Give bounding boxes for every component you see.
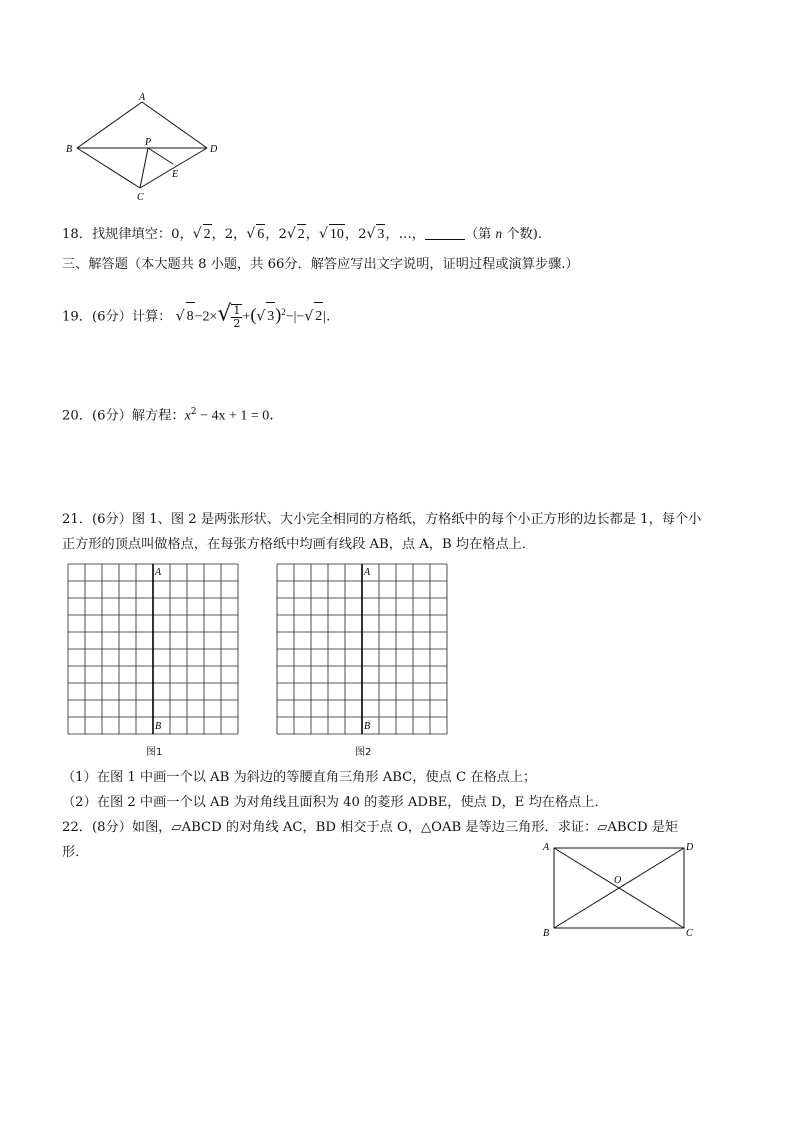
label-A: A <box>139 92 146 103</box>
edge-AB <box>77 102 142 148</box>
label-E: E <box>172 169 179 180</box>
question-22-line1: 22．(8分）如图，▱ABCD 的对角线 AC，BD 相交于点 O，△OAB 是等边三角形．求证：▱ABCD 是矩 <box>62 820 679 835</box>
label-A: A <box>155 567 162 578</box>
label-C: C <box>686 928 693 939</box>
grid-figure-2 <box>275 562 451 762</box>
grid-figure-1 <box>66 562 242 762</box>
label-D: D <box>686 842 694 853</box>
segment-PC <box>140 148 148 188</box>
caption-figure-1: 图1 <box>146 747 163 758</box>
edge-AD <box>142 102 207 148</box>
label-B: B <box>155 721 162 732</box>
question-21-part2: （2）在图 2 中画一个以 AB 为对角线且面积为 40 的菱形 ADBE，使点 D，E 均在格点上． <box>62 795 608 810</box>
label-B: B <box>66 144 73 155</box>
question-20: 20．(6分）解方程：$x^2 - 4x + 1 = 0$． <box>62 407 284 424</box>
edge-BC <box>77 148 140 188</box>
label-B: B <box>364 721 371 732</box>
fraction-half: $\frac{1}{2}$ <box>233 303 241 330</box>
segment-PE <box>148 148 173 164</box>
edge-CD <box>140 148 207 188</box>
label-A: A <box>543 842 550 853</box>
section-3-heading: 三、解答题（本大题共 8 小题，共 66分．解答应写出文字说明，证明过程或演算步骤.） <box>62 257 579 272</box>
label-C: C <box>137 192 144 203</box>
question-22-line2: 形． <box>62 845 89 860</box>
answer-blank[interactable] <box>425 225 465 240</box>
question-21-part1: （1）在图 1 中画一个以 AB 为斜边的等腰直角三角形 ABC，使点 C 在格点上； <box>62 770 537 785</box>
label-O: O <box>614 875 622 886</box>
label-D: D <box>210 144 218 155</box>
label-B: B <box>543 928 550 939</box>
caption-figure-2: 图2 <box>355 747 372 758</box>
label-P: P <box>145 137 152 148</box>
label-A: A <box>364 567 371 578</box>
question-21-line1: 21．(6分）图 1、图 2 是两张形状、大小完全相同的方格纸，方格纸中的每个小正方形的边长都是 1，每个小 <box>62 512 702 527</box>
rhombus-figure <box>60 92 230 204</box>
question-21-line2: 正方形的顶点叫做格点，在每张方格纸中均画有线段 AB，点 A，B 均在格点上． <box>62 537 536 552</box>
question-19: 19．(6分）计算： √ 8−2×√ $\frac{1}{2}$ +(√ 3)$^2$−|−√ 2|. <box>62 301 331 330</box>
rectangle-figure <box>538 838 708 942</box>
question-18: 18．找规律填空：0，√ 2，2，√ 6，2√ 2，√ 10，2√ 3，…， （第 n 个数). <box>62 224 542 245</box>
